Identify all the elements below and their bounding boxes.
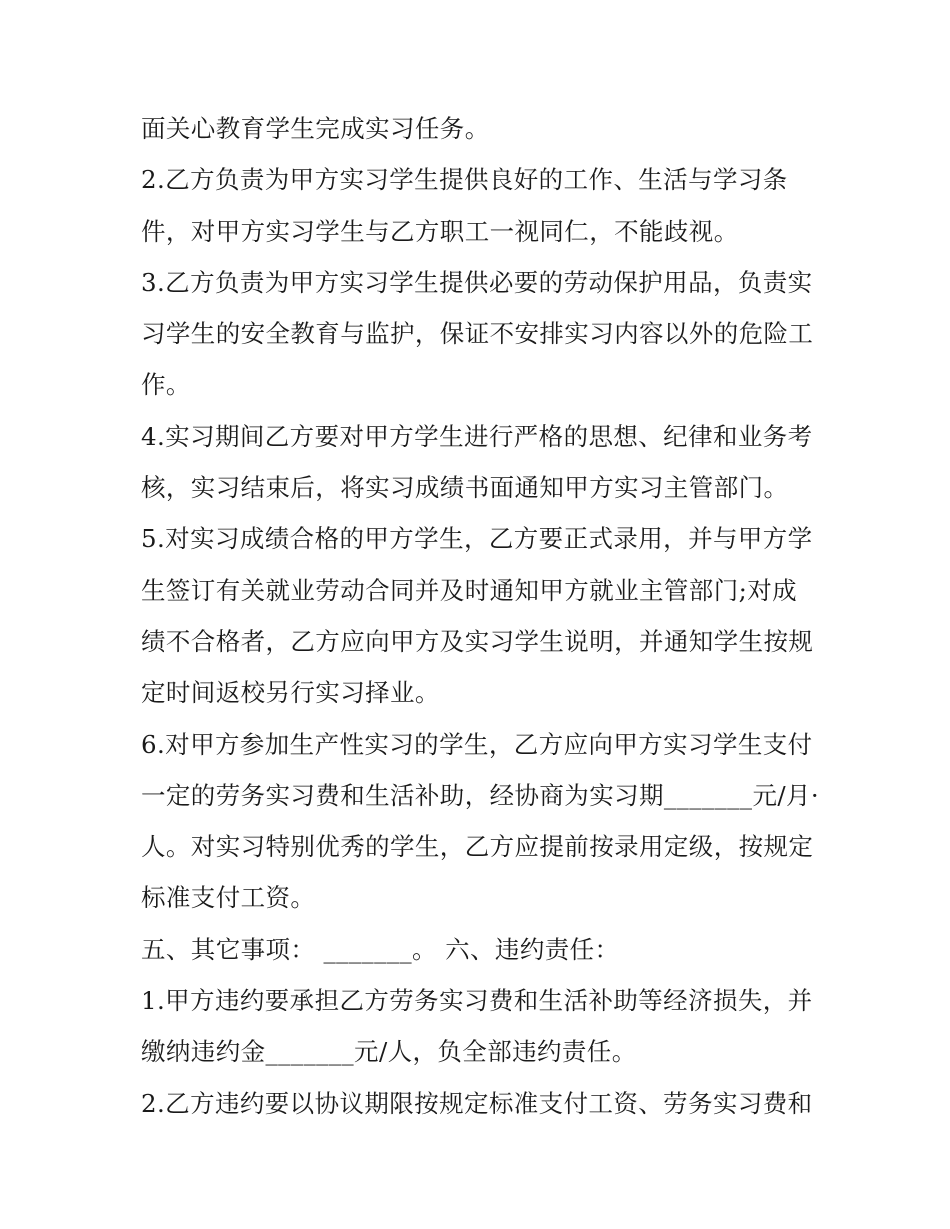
text-line: 3.乙方负责为甲方实习学生提供必要的劳动保护用品，负责实 [141, 267, 813, 297]
text-line: 4.实习期间乙方要对甲方学生进行严格的思想、纪律和业务考 [141, 421, 813, 451]
text-line: 生签订有关就业劳动合同并及时通知甲方就业主管部门;对成 [141, 575, 798, 605]
text-line: 5.对实习成绩合格的甲方学生，乙方要正式录用，并与甲方学 [141, 524, 813, 554]
text-line: 件，对甲方实习学生与乙方职工一视同仁，不能歧视。 [141, 216, 739, 246]
text-line: 绩不合格者，乙方应向甲方及实习学生说明，并通知学生按规 [141, 626, 814, 656]
text-line: 核，实习结束后，将实习成绩书面通知甲方实习主管部门。 [141, 473, 789, 503]
text-line: 2.乙方负责为甲方实习学生提供良好的工作、生活与学习条 [141, 165, 788, 195]
document-body [141, 103, 821, 1129]
text-line: 五、其它事项： _______。 六、违约责任： [141, 934, 620, 964]
text-line: 6.对甲方参加生产性实习的学生，乙方应向甲方实习学生支付 [141, 729, 813, 759]
text-line: 1.甲方违约要承担乙方劳务实习费和生活补助等经济损失，并 [141, 986, 813, 1016]
text-line: 面关心教育学生完成实习任务。 [141, 114, 490, 143]
text-line: 2.乙方违约要以协议期限按规定标准支付工资、劳务实习费和 [141, 1088, 813, 1118]
text-line: 定时间返校另行实习择业。 [141, 678, 440, 708]
text-line: 一定的劳务实习费和生活补助，经协商为实习期_______元/月· [141, 780, 820, 810]
text-line: 标准支付工资。 [141, 883, 316, 913]
text-line: 习学生的安全教育与监护，保证不安排实习内容以外的危险工 [141, 319, 814, 349]
text-line: 缴纳违约金_______元/人，负全部违约责任。 [141, 1037, 637, 1067]
text-line: 人。对实习特别优秀的学生，乙方应提前按录用定级，按规定 [141, 832, 814, 862]
text-line: 作。 [141, 370, 191, 400]
